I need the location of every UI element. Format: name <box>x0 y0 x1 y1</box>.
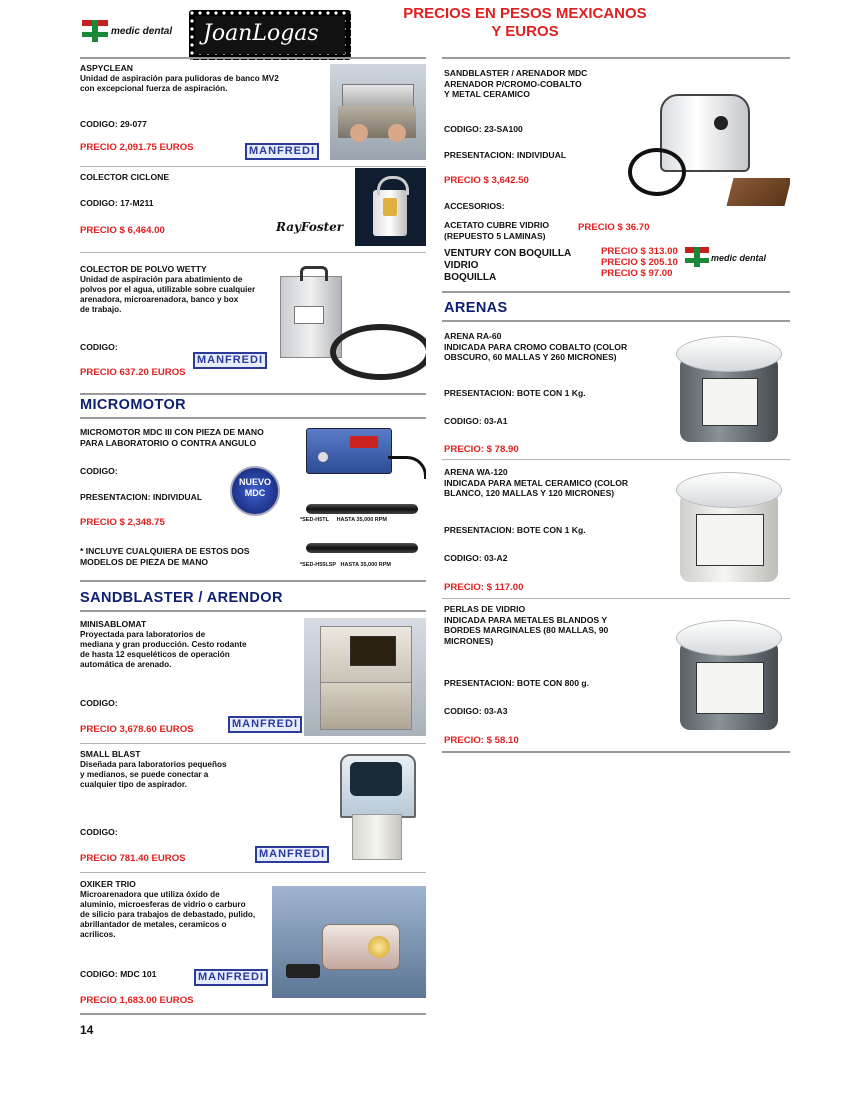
acetato-label: ACETATO CUBRE VIDRIO (REPUESTO 5 LAMINAS) <box>444 220 550 241</box>
divider <box>80 252 426 253</box>
manfredi-logo: MANFREDI <box>245 143 319 160</box>
nuevo-badge <box>230 466 280 516</box>
divider <box>442 57 790 59</box>
perlas-jar-image <box>674 618 784 734</box>
wa120-presentation: PRESENTACION: BOTE CON 1 Kg. <box>444 525 586 535</box>
divider <box>80 872 426 873</box>
ciclone-title: COLECTOR CICLONE <box>80 172 170 182</box>
smallblast-title: SMALL BLAST <box>80 749 141 759</box>
manfredi-logo: MANFREDI <box>193 352 267 369</box>
micromotor-image <box>300 422 426 492</box>
medic-dental-logo <box>684 246 784 268</box>
minisablomat-desc: Proyectada para laboratorios de mediana y gran producción. Cesto rodante de hasta 12 esqueléticos de operación automática de arenado. <box>80 630 247 669</box>
brand-big: JoanLogas <box>203 21 319 46</box>
oxiker-title: OXIKER TRIO <box>80 879 136 889</box>
brand-small-right: medic dental <box>711 253 767 263</box>
ciclone-image <box>355 168 426 246</box>
perlas-presentation: PRESENTACION: BOTE CON 800 g. <box>444 678 589 688</box>
sandblaster-mdc-presentation: PRESENTACION: INDIVIDUAL <box>444 150 567 160</box>
oxiker-code: CODIGO: MDC 101 <box>80 969 157 979</box>
ra60-jar-image <box>674 334 784 446</box>
wetty-price: PRECIO 637.20 EUROS <box>80 367 186 378</box>
ra60-presentation: PRESENTACION: BOTE CON 1 Kg. <box>444 388 586 398</box>
minisablomat-image <box>304 618 426 736</box>
medic-dental-logo-icon <box>684 246 710 268</box>
micromotor-note: * INCLUYE CUALQUIERA DE ESTOS DOS MODELOS DE PIEZA DE MANO <box>80 546 250 567</box>
handpiece-1-caption: *SED-H5TL HASTA 35,000 RPM <box>300 517 388 523</box>
section-micromotor: MICROMOTOR <box>80 397 187 413</box>
wetty-image <box>270 262 426 382</box>
minisablomat-price: PRECIO 3,678.60 EUROS <box>80 724 194 735</box>
divider <box>80 393 426 395</box>
micromotor-presentation: PRESENTACION: INDIVIDUAL <box>80 492 203 502</box>
divider <box>80 743 426 744</box>
wa120-price: PRECIO: $ 117.00 <box>444 582 524 593</box>
divider <box>442 751 790 753</box>
wa120-code: CODIGO: 03-A2 <box>444 553 508 563</box>
oxiker-image <box>272 886 426 998</box>
aspyclean-image <box>330 64 426 160</box>
handpiece-2-image <box>306 543 418 553</box>
joanlogas-stamp <box>189 10 351 60</box>
section-sandblaster: SANDBLASTER / ARENDOR <box>80 590 283 606</box>
smallblast-desc: Diseñada para laboratorios pequeños y medianos, se puede conectar a cualquier tipo de aspirador. <box>80 760 227 789</box>
wa120-title: ARENA WA-120 INDICADA PARA METAL CERAMICO (COLOR BLANCO, 120 MALLAS Y 120 MICRONES) <box>444 467 629 498</box>
divider <box>80 417 426 419</box>
perlas-code: CODIGO: 03-A3 <box>444 706 508 716</box>
wetty-desc: Unidad de aspiración para abatimiento de polvos por el agua, utilizable sobre cualquier arenadora, microarenadora, banco y box de trabajo. <box>80 275 256 314</box>
minisablomat-code: CODIGO: <box>80 698 118 708</box>
aspyclean-price: PRECIO 2,091.75 EUROS <box>80 142 194 153</box>
acetato-price: PRECIO $ 36.70 <box>578 222 650 233</box>
oxiker-desc: Microarenadora que utiliza óxido de aluminio, microesferas de vidrio o carburo de silicio para trabajos de debastado, pulido, abrillantador de metales, ceramicos o acrilicos. <box>80 890 256 939</box>
wa120-jar-image <box>674 470 784 586</box>
sandblaster-mdc-title: SANDBLASTER / ARENADOR MDC ARENADOR P/CROMO-COBALTO Y METAL CERAMICO <box>444 68 588 99</box>
sandblaster-mdc-image <box>620 86 790 214</box>
handpiece-2-caption: *SED-H55LSP HASTA 35,000 RPM <box>300 562 391 568</box>
page-title-line1: PRECIOS EN PESOS MEXICANOS <box>403 5 647 22</box>
ventury-prices: PRECIO $ 313.00 PRECIO $ 205.10 PRECIO $ 97.00 <box>601 246 678 279</box>
micromotor-title: MICROMOTOR MDC III CON PIEZA DE MANO PARA LABORATORIO O CONTRA ANGULO <box>80 427 264 448</box>
divider <box>80 57 426 59</box>
smallblast-code: CODIGO: <box>80 827 118 837</box>
ra60-title: ARENA RA-60 INDICADA PARA CROMO COBALTO (COLOR OBSCURO, 60 MALLAS Y 260 MICRONES) <box>444 331 628 362</box>
ra60-price: PRECIO: $ 78.90 <box>444 444 519 455</box>
aspyclean-desc: Unidad de aspiración para pulidoras de banco MV2 con excepcional fuerza de aspiración. <box>80 74 279 93</box>
medic-dental-logo-icon <box>80 18 110 44</box>
divider <box>442 598 790 599</box>
divider <box>442 320 790 322</box>
manfredi-logo: MANFREDI <box>255 846 329 863</box>
ventury-labels: VENTURY CON BOQUILLA VIDRIO BOQUILLA <box>444 248 572 283</box>
manfredi-logo: MANFREDI <box>228 716 302 733</box>
ciclone-code: CODIGO: 17-M211 <box>80 198 154 208</box>
accessories-label: ACCESORIOS: <box>444 201 505 211</box>
header-logo-medic <box>80 18 185 44</box>
aspyclean-title: ASPYCLEAN <box>80 63 134 73</box>
perlas-price: PRECIO: $ 58.10 <box>444 735 519 746</box>
minisablomat-title: MINISABLOMAT <box>80 619 147 629</box>
nuevo-badge-text: NUEVO MDC <box>238 477 271 498</box>
oxiker-price: PRECIO 1,683.00 EUROS <box>80 995 194 1006</box>
divider <box>80 580 426 582</box>
smallblast-price: PRECIO 781.40 EUROS <box>80 853 186 864</box>
divider <box>442 459 790 460</box>
sandblaster-mdc-price: PRECIO $ 3,642.50 <box>444 175 529 186</box>
divider <box>80 166 426 167</box>
micromotor-code: CODIGO: <box>80 466 118 476</box>
rayfoster-logo: RayFoster <box>276 220 344 234</box>
handpiece-1-image <box>306 504 418 514</box>
wetty-code: CODIGO: <box>80 342 118 352</box>
section-arenas: ARENAS <box>444 300 508 316</box>
micromotor-price: PRECIO $ 2,348.75 <box>80 517 165 528</box>
aspyclean-code: CODIGO: 29-077 <box>80 119 147 129</box>
sandblaster-mdc-code: CODIGO: 23-SA100 <box>444 124 523 134</box>
divider <box>80 610 426 612</box>
brand-small: medic dental <box>111 26 173 37</box>
manfredi-logo: MANFREDI <box>194 969 268 986</box>
perlas-title: PERLAS DE VIDRIO INDICADA PARA METALES BLANDOS Y BORDES MARGINALES (80 MALLAS, 90 MICRONES) <box>444 604 609 646</box>
divider <box>80 1013 426 1015</box>
ra60-code: CODIGO: 03-A1 <box>444 416 508 426</box>
wetty-title: COLECTOR DE POLVO WETTY <box>80 264 207 274</box>
divider <box>442 291 790 293</box>
page-number: 14 <box>80 1023 94 1037</box>
page-title-line2: Y EUROS <box>491 23 559 40</box>
smallblast-image <box>330 746 426 864</box>
ciclone-price: PRECIO $ 6,464.00 <box>80 225 165 236</box>
